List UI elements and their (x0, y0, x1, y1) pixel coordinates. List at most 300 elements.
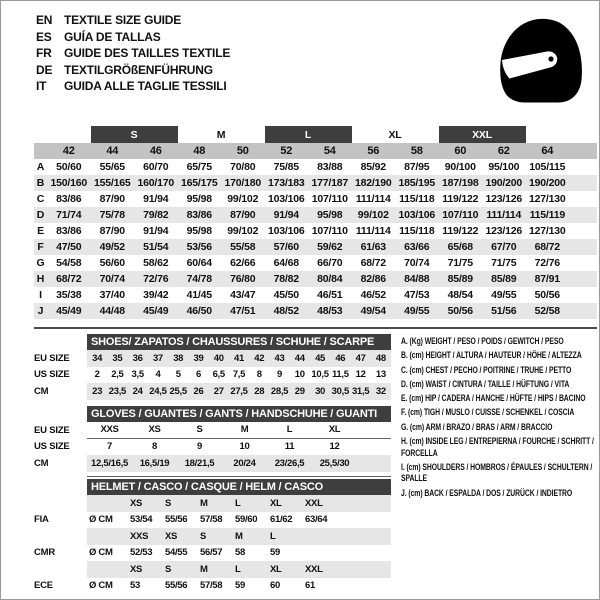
row-label: CM (34, 457, 49, 469)
size-cell: 58/62 (143, 257, 169, 269)
size-cell: 79/82 (134, 207, 178, 223)
size-cell: 111/114 (355, 193, 391, 205)
legend-item-a: A. (Kg) WEIGHT / PESO / POIDS / GEWITCH / PESO (401, 336, 564, 346)
size-cell: 95/98 (186, 193, 212, 205)
size-cell: 87/90 (99, 193, 125, 205)
size-cell: 83/86 (56, 225, 82, 237)
size-cell: 58 (235, 547, 245, 559)
size-cell: 6,5 (212, 369, 225, 381)
size-cell: 49/54 (352, 303, 396, 319)
size-cell: 7 (107, 441, 112, 453)
row-letter: H (34, 271, 47, 287)
size-cell: 99/102 (227, 193, 259, 205)
size-cell: L (270, 530, 276, 542)
size-cell: 7,5 (232, 369, 246, 381)
table-row (34, 578, 391, 595)
legend-item-g: G. (cm) ARM / BRAZO / BRAS / ARM / BRACCIO (401, 421, 553, 432)
size-cell: 47/50 (47, 239, 91, 255)
fia-sizes-cells (87, 495, 391, 512)
size-cell: 16,5/19 (139, 457, 170, 469)
size-cell: 95/100 (488, 161, 520, 173)
table-row (34, 159, 597, 175)
size-cell: 71/74 (47, 207, 91, 223)
size-cell: 59/60 (235, 514, 258, 526)
legend-item-e: E. (cm) HIP / CADERA / HANCHE / HÜFTE / HIPS / BACINO (401, 393, 586, 404)
spacer-cell (569, 191, 597, 207)
size-cell: 43 (274, 352, 285, 364)
size-cell: 59/62 (308, 239, 352, 255)
size-cell: 27,5 (230, 385, 248, 397)
size-cell: 48/54 (447, 289, 473, 301)
table-row (34, 383, 391, 400)
size-cell: 70/74 (91, 271, 135, 287)
size-cell: 74/78 (178, 271, 222, 287)
size-cell: XL (270, 563, 282, 575)
size-cell: 25,5/30 (319, 457, 350, 469)
spacer-cell (569, 239, 597, 255)
size-cell: 61/62 (270, 514, 293, 526)
size-cell: 30 (315, 385, 326, 397)
row-label: US SIZE (34, 369, 70, 381)
legend-item-b: B. (cm) HEIGHT / ALTURA / HAUTEUR / HÖHE / ALTEZZA (401, 350, 582, 361)
size-cell: 37/40 (99, 289, 125, 301)
size-cell: 56/60 (99, 257, 125, 269)
standard-label: ECE (34, 580, 53, 592)
row-label: EU SIZE (34, 424, 70, 436)
size-cell: 10 (239, 441, 250, 453)
table-row (34, 439, 391, 456)
size-cell: 123/126 (485, 193, 523, 205)
size-cell: 78/82 (265, 271, 309, 287)
size-cell: L (235, 497, 241, 509)
size-cell: 107/110 (311, 193, 348, 205)
size-cell: 41 (234, 352, 244, 364)
gloves-size-table (34, 406, 391, 477)
size-cell: 75/78 (91, 207, 135, 223)
size-cell: 66/70 (317, 257, 343, 269)
size-cell: 9 (277, 369, 283, 381)
size-header-cell: 52 (265, 143, 309, 159)
size-cell: 40 (213, 352, 224, 364)
size-cell: 87/95 (404, 161, 430, 173)
size-group-l: L (265, 126, 352, 143)
size-cell: 103/106 (395, 207, 439, 223)
size-cell: 8 (152, 441, 157, 453)
size-cell: 11 (284, 441, 295, 453)
size-cell: 119/122 (442, 225, 479, 237)
spacer-cell (569, 175, 597, 191)
spacer-cell (569, 143, 597, 159)
size-cell: 23 (92, 385, 103, 397)
size-cell: 51/56 (482, 303, 526, 319)
table-row (34, 528, 391, 545)
size-cell: 105/115 (529, 161, 566, 173)
size-cell: XS (130, 563, 143, 575)
size-cell: 95/98 (308, 207, 352, 223)
size-cell: 35/38 (56, 289, 82, 301)
size-cell: 32 (375, 385, 386, 397)
size-cell: 160/170 (134, 175, 178, 191)
shoes-cm-cells (87, 383, 391, 400)
guide-title: GUIDA ALLE TAGLIE TESSILI (64, 79, 227, 93)
size-cell: 115/118 (399, 225, 435, 237)
size-header-cell: 50 (221, 143, 265, 159)
size-cell: 44/48 (91, 303, 135, 319)
size-cell: 72/76 (534, 257, 560, 269)
row-letter: J (34, 303, 47, 319)
size-cell: 65/68 (439, 239, 483, 255)
size-cell: 111/114 (482, 207, 526, 223)
size-cell: S (200, 530, 207, 542)
shoes-us-cells (87, 367, 391, 384)
spacer-cell (34, 143, 47, 159)
table-row (34, 255, 597, 271)
size-cell: 127/130 (529, 193, 566, 205)
size-cell: 75/85 (273, 161, 299, 173)
lang-row-it (36, 78, 230, 95)
ece-values-cells (87, 578, 391, 595)
size-cell: 68/72 (526, 239, 570, 255)
size-cell: 55/58 (221, 239, 265, 255)
shoes-size-table (34, 334, 391, 400)
size-cell: 82/86 (352, 271, 396, 287)
size-cell: 43/47 (230, 289, 256, 301)
size-cell: L (286, 424, 293, 436)
size-cell: 46 (335, 352, 346, 364)
size-cell: M (200, 563, 208, 575)
size-cell: 71/75 (447, 257, 473, 269)
table-row (34, 175, 597, 191)
size-group-s: S (91, 126, 178, 143)
size-cell: 155/165 (91, 175, 135, 191)
lang-code: DE (36, 62, 53, 77)
size-cell: 41/45 (186, 289, 212, 301)
size-cell: 76/80 (221, 271, 265, 287)
size-cell: 50/60 (56, 161, 82, 173)
gloves-cm-cells (87, 455, 391, 472)
size-cell: 165/175 (178, 175, 222, 191)
size-header-cell: 56 (352, 143, 396, 159)
racing-helmet-icon (490, 14, 590, 106)
size-cell: 28,5 (270, 385, 289, 397)
lang-code: FR (36, 46, 52, 60)
table-row (34, 512, 391, 529)
size-cell: XXS (130, 530, 149, 542)
spacer-cell (569, 287, 597, 303)
size-header-cell: 42 (47, 143, 91, 159)
size-cell: 30,5 (331, 385, 349, 397)
size-header-cell: 46 (134, 143, 178, 159)
size-cell: 26 (193, 385, 204, 397)
size-cell: 24 (132, 385, 143, 397)
size-cell: 107/110 (311, 225, 348, 237)
size-header-cell: 64 (526, 143, 570, 159)
size-cell: 83/86 (178, 207, 222, 223)
size-cell: 60/64 (186, 257, 212, 269)
size-cell: 4 (155, 369, 161, 381)
size-cell: 52/58 (526, 303, 570, 319)
standard-label: CMR (34, 547, 56, 559)
size-cell: 123/126 (485, 225, 523, 237)
size-cell: 55/65 (99, 161, 125, 173)
table-row (34, 223, 597, 239)
row-letter: C (36, 193, 45, 205)
textile-size-table (34, 126, 597, 319)
spacer-cell (569, 126, 597, 143)
shoes-title-bar: SHOES/ ZAPATOS / CHAUSSURES / SCHUHE / SCARPE (87, 334, 391, 350)
spacer-cell (569, 255, 597, 271)
size-cell: S (165, 497, 172, 509)
size-cell: 99/102 (352, 207, 396, 223)
size-cell: 57/58 (200, 580, 223, 592)
size-cell: 87/91 (526, 271, 570, 287)
size-group-m: M (216, 128, 226, 141)
size-cell: XL (328, 424, 341, 436)
size-cell: 83/88 (317, 161, 343, 173)
size-cell: 70/80 (230, 161, 256, 173)
lang-row-en (36, 12, 230, 29)
size-cell: 20/24 (233, 457, 256, 469)
size-cell: 71/75 (491, 257, 517, 269)
row-label: EU SIZE (34, 352, 70, 364)
size-cell: 150/160 (47, 175, 91, 191)
row-letter: G (36, 257, 45, 269)
size-cell: XS (165, 530, 178, 542)
fia-values-cells (87, 512, 391, 529)
spacer-cell (569, 207, 597, 223)
table-row (34, 422, 391, 439)
size-cell: 50/56 (439, 303, 483, 319)
size-header-cell: 58 (395, 143, 439, 159)
size-cell: 91/94 (143, 225, 169, 237)
standard-label: FIA (34, 514, 49, 526)
spacer-cell (569, 159, 597, 175)
size-cell: 55/56 (165, 580, 188, 592)
size-cell: 190/200 (482, 175, 526, 191)
size-cell: 57/60 (265, 239, 309, 255)
lang-code: EN (36, 13, 53, 27)
size-cell: 60/70 (143, 161, 169, 173)
legend-item-j: J. (cm) BACK / ESPALDA / DOS / ZURÜCK / INDIETRO (401, 487, 573, 498)
legend-item-i: I. (cm) SHOULDERS / HOMBROS / ÉPAULES / SCHULTERN / SPALLE (401, 461, 593, 484)
size-cell: 45/49 (47, 303, 91, 319)
size-cell: 61 (305, 580, 315, 592)
size-cell: 34 (92, 352, 103, 364)
cmr-sizes-cells (87, 528, 391, 545)
size-cell: 49/55 (395, 303, 439, 319)
gloves-title-bar: GLOVES / GUANTES / GANTS / HANDSCHUHE / GUANTI (87, 406, 391, 422)
size-group-xxl: XXL (439, 126, 526, 143)
guide-title: GUÍA DE TALLAS (64, 29, 161, 44)
size-cell: 12,5/16,5 (91, 457, 128, 469)
size-cell: 103/106 (267, 225, 305, 237)
size-cell: 24,5 (149, 385, 167, 397)
table-row (34, 191, 597, 207)
section-divider (34, 327, 597, 329)
size-cell: 85/89 (482, 271, 526, 287)
size-cell: 90/100 (444, 161, 476, 173)
measurement-legend (401, 336, 597, 502)
size-cell: XL (270, 497, 282, 509)
size-group-xl: XL (388, 128, 402, 141)
size-header-cell: 54 (308, 143, 352, 159)
helmet-title-bar: HELMET / CASCO / CASQUE / HELM / CASCO (87, 479, 391, 495)
language-title-list (36, 12, 230, 95)
size-cell: 23,5 (108, 385, 127, 397)
ece-sizes-cells (87, 561, 391, 578)
size-cell: 177/187 (308, 175, 352, 191)
size-cell: 83/86 (56, 193, 82, 205)
helmet-size-table (34, 479, 391, 594)
size-cell: S (165, 563, 172, 575)
size-cell: 29 (294, 385, 305, 397)
size-cell: 47 (355, 352, 366, 364)
size-cell: 12 (355, 369, 366, 381)
size-cell: 85/92 (360, 161, 386, 173)
spacer-cell (569, 223, 597, 239)
lang-code: IT (36, 79, 47, 93)
size-cell: 62/66 (230, 257, 256, 269)
size-cell: 48/53 (308, 303, 352, 319)
size-cell: 72/76 (134, 271, 178, 287)
size-cell: 54/55 (165, 547, 188, 559)
size-cell: 67/70 (482, 239, 526, 255)
legend-item-h: H. (cm) INSIDE LEG / ENTREPIERNA / FOURCHE / SCHRITT / FORCELLA (401, 436, 594, 458)
size-cell: 115/118 (399, 193, 435, 205)
size-cell: 91/94 (143, 193, 169, 205)
size-header-cell: 60 (439, 143, 483, 159)
size-cell: 111/114 (355, 225, 391, 237)
size-cell: 11,5 (331, 369, 349, 381)
size-header-cell: 48 (178, 143, 222, 159)
size-cell: 68/72 (47, 271, 91, 287)
size-cell: 80/84 (308, 271, 352, 287)
legend-item-f: F. (cm) TIGH / MUSLO / CUISSE / SCHENKEL / COSCIA (401, 407, 575, 418)
size-cell: 182/190 (352, 175, 396, 191)
size-cell: 53/54 (130, 514, 153, 526)
size-cell: 59 (270, 547, 280, 559)
row-letter: A (36, 161, 45, 173)
size-cell: 190/200 (526, 175, 570, 191)
lang-row-fr (36, 45, 230, 62)
unit-label: Ø CM (89, 580, 113, 592)
legend-item-c: C. (cm) CHEST / PECHO / POITRINE / TRUHE / PETTO (401, 364, 572, 375)
size-cell: 46/51 (317, 289, 343, 301)
size-cell: 187/198 (439, 175, 483, 191)
size-cell: 55/56 (165, 514, 188, 526)
size-cell: 54/58 (56, 257, 82, 269)
size-cell: L (235, 563, 241, 575)
size-cell: 63/64 (305, 514, 328, 526)
size-cell: 10 (294, 369, 305, 381)
size-header-cell: 44 (91, 143, 135, 159)
size-cell: 49/55 (491, 289, 517, 301)
table-row (34, 367, 391, 384)
spacer-cell (569, 271, 597, 287)
size-cell: 64/68 (273, 257, 299, 269)
size-cell: 18/21,5 (184, 457, 215, 469)
gloves-bottom-rule (87, 476, 391, 477)
size-cell: 53 (130, 580, 140, 592)
size-cell: 53/56 (178, 239, 222, 255)
size-cell: 50/56 (534, 289, 560, 301)
size-cell: 12 (329, 441, 340, 453)
spacer-cell (34, 126, 47, 143)
size-cell: 31,5 (351, 385, 370, 397)
row-letter: F (34, 239, 47, 255)
size-cell: 49/52 (91, 239, 135, 255)
size-cell: 3,5 (131, 369, 144, 381)
table-row (34, 207, 597, 223)
size-cell: 59 (235, 580, 245, 592)
size-cell: 42 (254, 352, 265, 364)
size-cell: XXS (100, 424, 119, 436)
size-cell: 45/50 (273, 289, 299, 301)
size-cell: 57/58 (200, 514, 223, 526)
spacer-cell (526, 126, 570, 143)
size-cell: XXL (305, 563, 323, 575)
size-cell: 13 (375, 369, 386, 381)
size-cell: 60 (270, 580, 280, 592)
shoes-eu-cells (87, 350, 391, 367)
size-group-row (34, 126, 597, 143)
row-label: US SIZE (34, 441, 70, 453)
size-cell: 52/53 (130, 547, 153, 559)
size-cell: 170/180 (221, 175, 265, 191)
row-letter: E (37, 225, 44, 237)
size-cell: 2,5 (111, 369, 124, 381)
size-cell: 85/89 (439, 271, 483, 287)
unit-label: Ø CM (89, 514, 113, 526)
gloves-us-cells (87, 439, 391, 456)
lang-code: ES (36, 29, 52, 44)
table-row (34, 350, 391, 367)
gloves-eu-cells (87, 422, 391, 439)
size-cell: 23/26,5 (274, 457, 305, 469)
size-cell: 84/88 (395, 271, 439, 287)
size-cell: 103/106 (267, 193, 305, 205)
size-cell: S (196, 424, 203, 436)
size-cell: 10,5 (311, 369, 329, 381)
size-cell: 70/74 (404, 257, 430, 269)
table-row (34, 303, 597, 319)
size-cell: 61/63 (352, 239, 396, 255)
size-cell: 27 (213, 385, 224, 397)
row-letter: I (39, 289, 42, 301)
size-cell: 87/90 (99, 225, 125, 237)
size-cell: 63/66 (395, 239, 439, 255)
size-cell: 35 (112, 352, 123, 364)
size-cell: 91/94 (265, 207, 309, 223)
size-cell: M (200, 497, 208, 509)
size-cell: 51/54 (134, 239, 178, 255)
size-cell: M (240, 424, 249, 436)
size-cell: 173/183 (265, 175, 309, 191)
size-cell: 46/52 (360, 289, 386, 301)
table-row (34, 545, 391, 562)
size-cell: 6 (195, 369, 201, 381)
size-cell: 68/72 (360, 257, 386, 269)
unit-label: Ø CM (89, 547, 113, 559)
size-cell: 38 (173, 352, 184, 364)
guide-title: GUIDE DES TAILLES TEXTILE (64, 46, 231, 60)
cmr-values-cells (87, 545, 391, 562)
table-row (34, 455, 391, 472)
table-row (34, 561, 391, 578)
spacer-cell (47, 126, 91, 143)
table-row (34, 239, 597, 255)
size-cell: 37 (152, 352, 163, 364)
